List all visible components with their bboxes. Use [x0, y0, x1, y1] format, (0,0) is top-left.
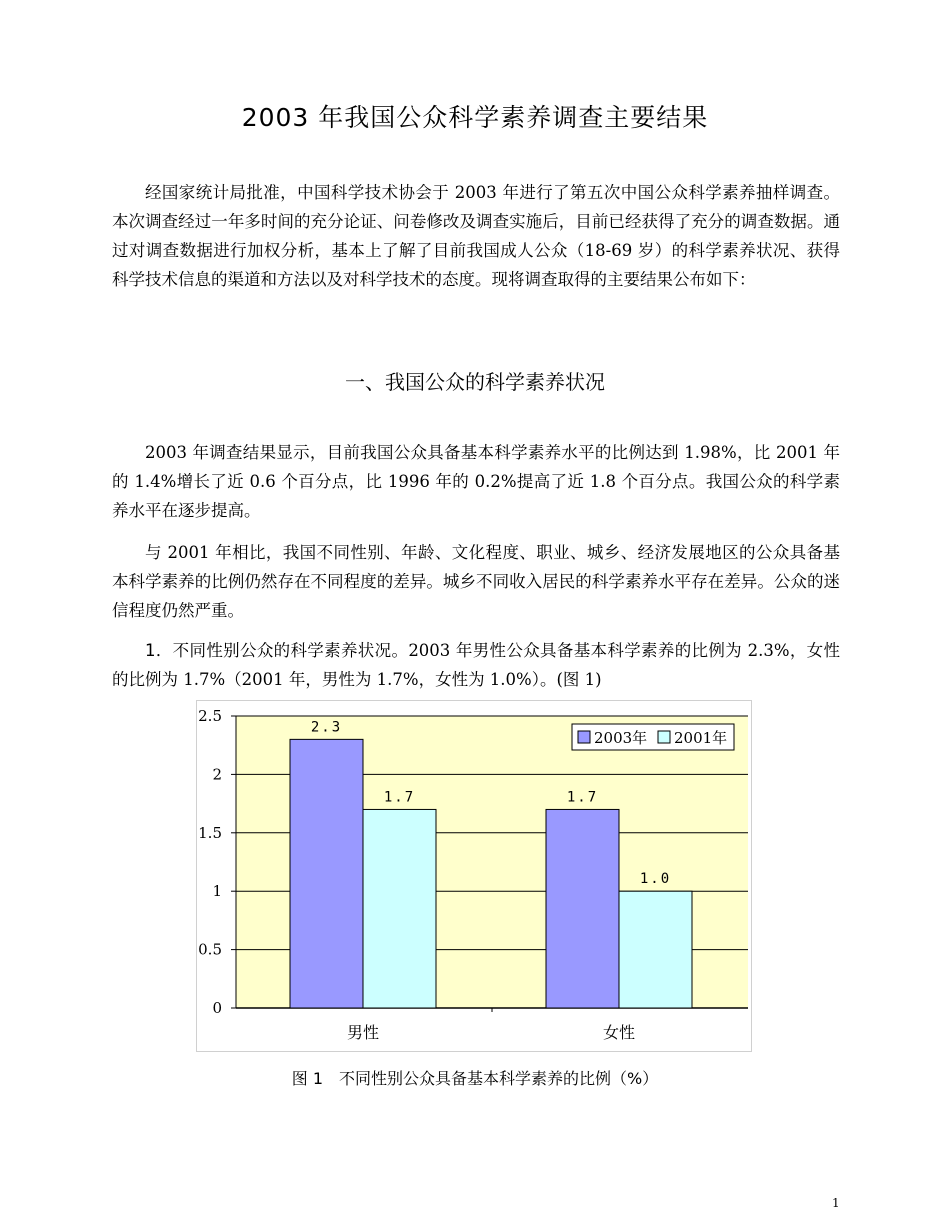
intro-paragraph: 经国家统计局批准，中国科学技术协会于 2003 年进行了第五次中国公众科学素养抽样调查。本次调查经过一年多时间的充分论证、问卷修改及调查实施后，目前已经获得了充分的调查数据。通过对调查数据进行加权分析，基本上了解了目前我国成人公众（18-69 岁）的科学素养状况、获得科学技术信息的渠道和方法以及对科学技术的态度。现将调查取得的主要结果公布如下：: [112, 183, 840, 289]
figure-1-chart: [196, 700, 752, 1052]
data-label: 1.7: [566, 789, 599, 806]
data-label: 1.0: [639, 871, 672, 888]
data-label: 1.7: [383, 789, 416, 806]
section-heading: 一、我国公众的科学素养状况: [345, 370, 605, 394]
paragraph-2: 与 2001 年相比，我国不同性别、年龄、文化程度、职业、城乡、经济发展地区的公众具备基本科学素养的比例仍然存在不同程度的差异。城乡不同收入居民的科学素养水平存在差异。公众的迷信程度仍然严重。: [112, 543, 840, 620]
y-tick-label: 2: [212, 765, 222, 784]
x-category-label: 女性: [602, 1023, 636, 1042]
y-tick-label: 2.5: [198, 707, 222, 725]
y-tick-label: 0: [212, 999, 222, 1017]
paragraph-3-body: 2003 年男性公众具备基本科学素养的比例为 2.3%，女性的比例为 1.7%（2001 年，男性为 1.7%，女性为 1.0%）。(图 1): [112, 641, 841, 689]
x-category-label: 男性: [346, 1023, 380, 1042]
legend-swatch: [578, 731, 590, 743]
paragraph-3-lead: 1．不同性别公众的科学素养状况。: [145, 641, 409, 660]
paragraph-1: 2003 年调查结果显示，目前我国公众具备基本科学素养水平的比例达到 1.98%，比 2001 年的 1.4%增长了近 0.6 个百分点，比 1996 年的 0.2%提高了近 1.8 个百分点。我国公众的科学素养水平在逐步提高。: [112, 443, 840, 520]
data-label: 2.3: [310, 719, 343, 736]
y-tick-label: 1.5: [198, 823, 222, 842]
y-tick-label: 1: [212, 882, 222, 901]
bar: [619, 891, 692, 1008]
legend-label: 2001年: [674, 729, 728, 747]
bar: [546, 809, 619, 1008]
legend-label: 2003年: [594, 729, 648, 747]
bar: [363, 809, 436, 1008]
figure-caption: 图 1 不同性别公众具备基本科学素养的比例（%）: [291, 1069, 659, 1088]
bar-chart-svg: [196, 700, 752, 1052]
y-tick-label: 0.5: [198, 940, 222, 959]
page-number: 1: [832, 1196, 840, 1210]
bar: [290, 739, 363, 1008]
paragraph-3: [112, 636, 840, 694]
page-title: 2003 年我国公众科学素养调查主要结果: [241, 103, 709, 132]
legend-swatch: [658, 731, 670, 743]
